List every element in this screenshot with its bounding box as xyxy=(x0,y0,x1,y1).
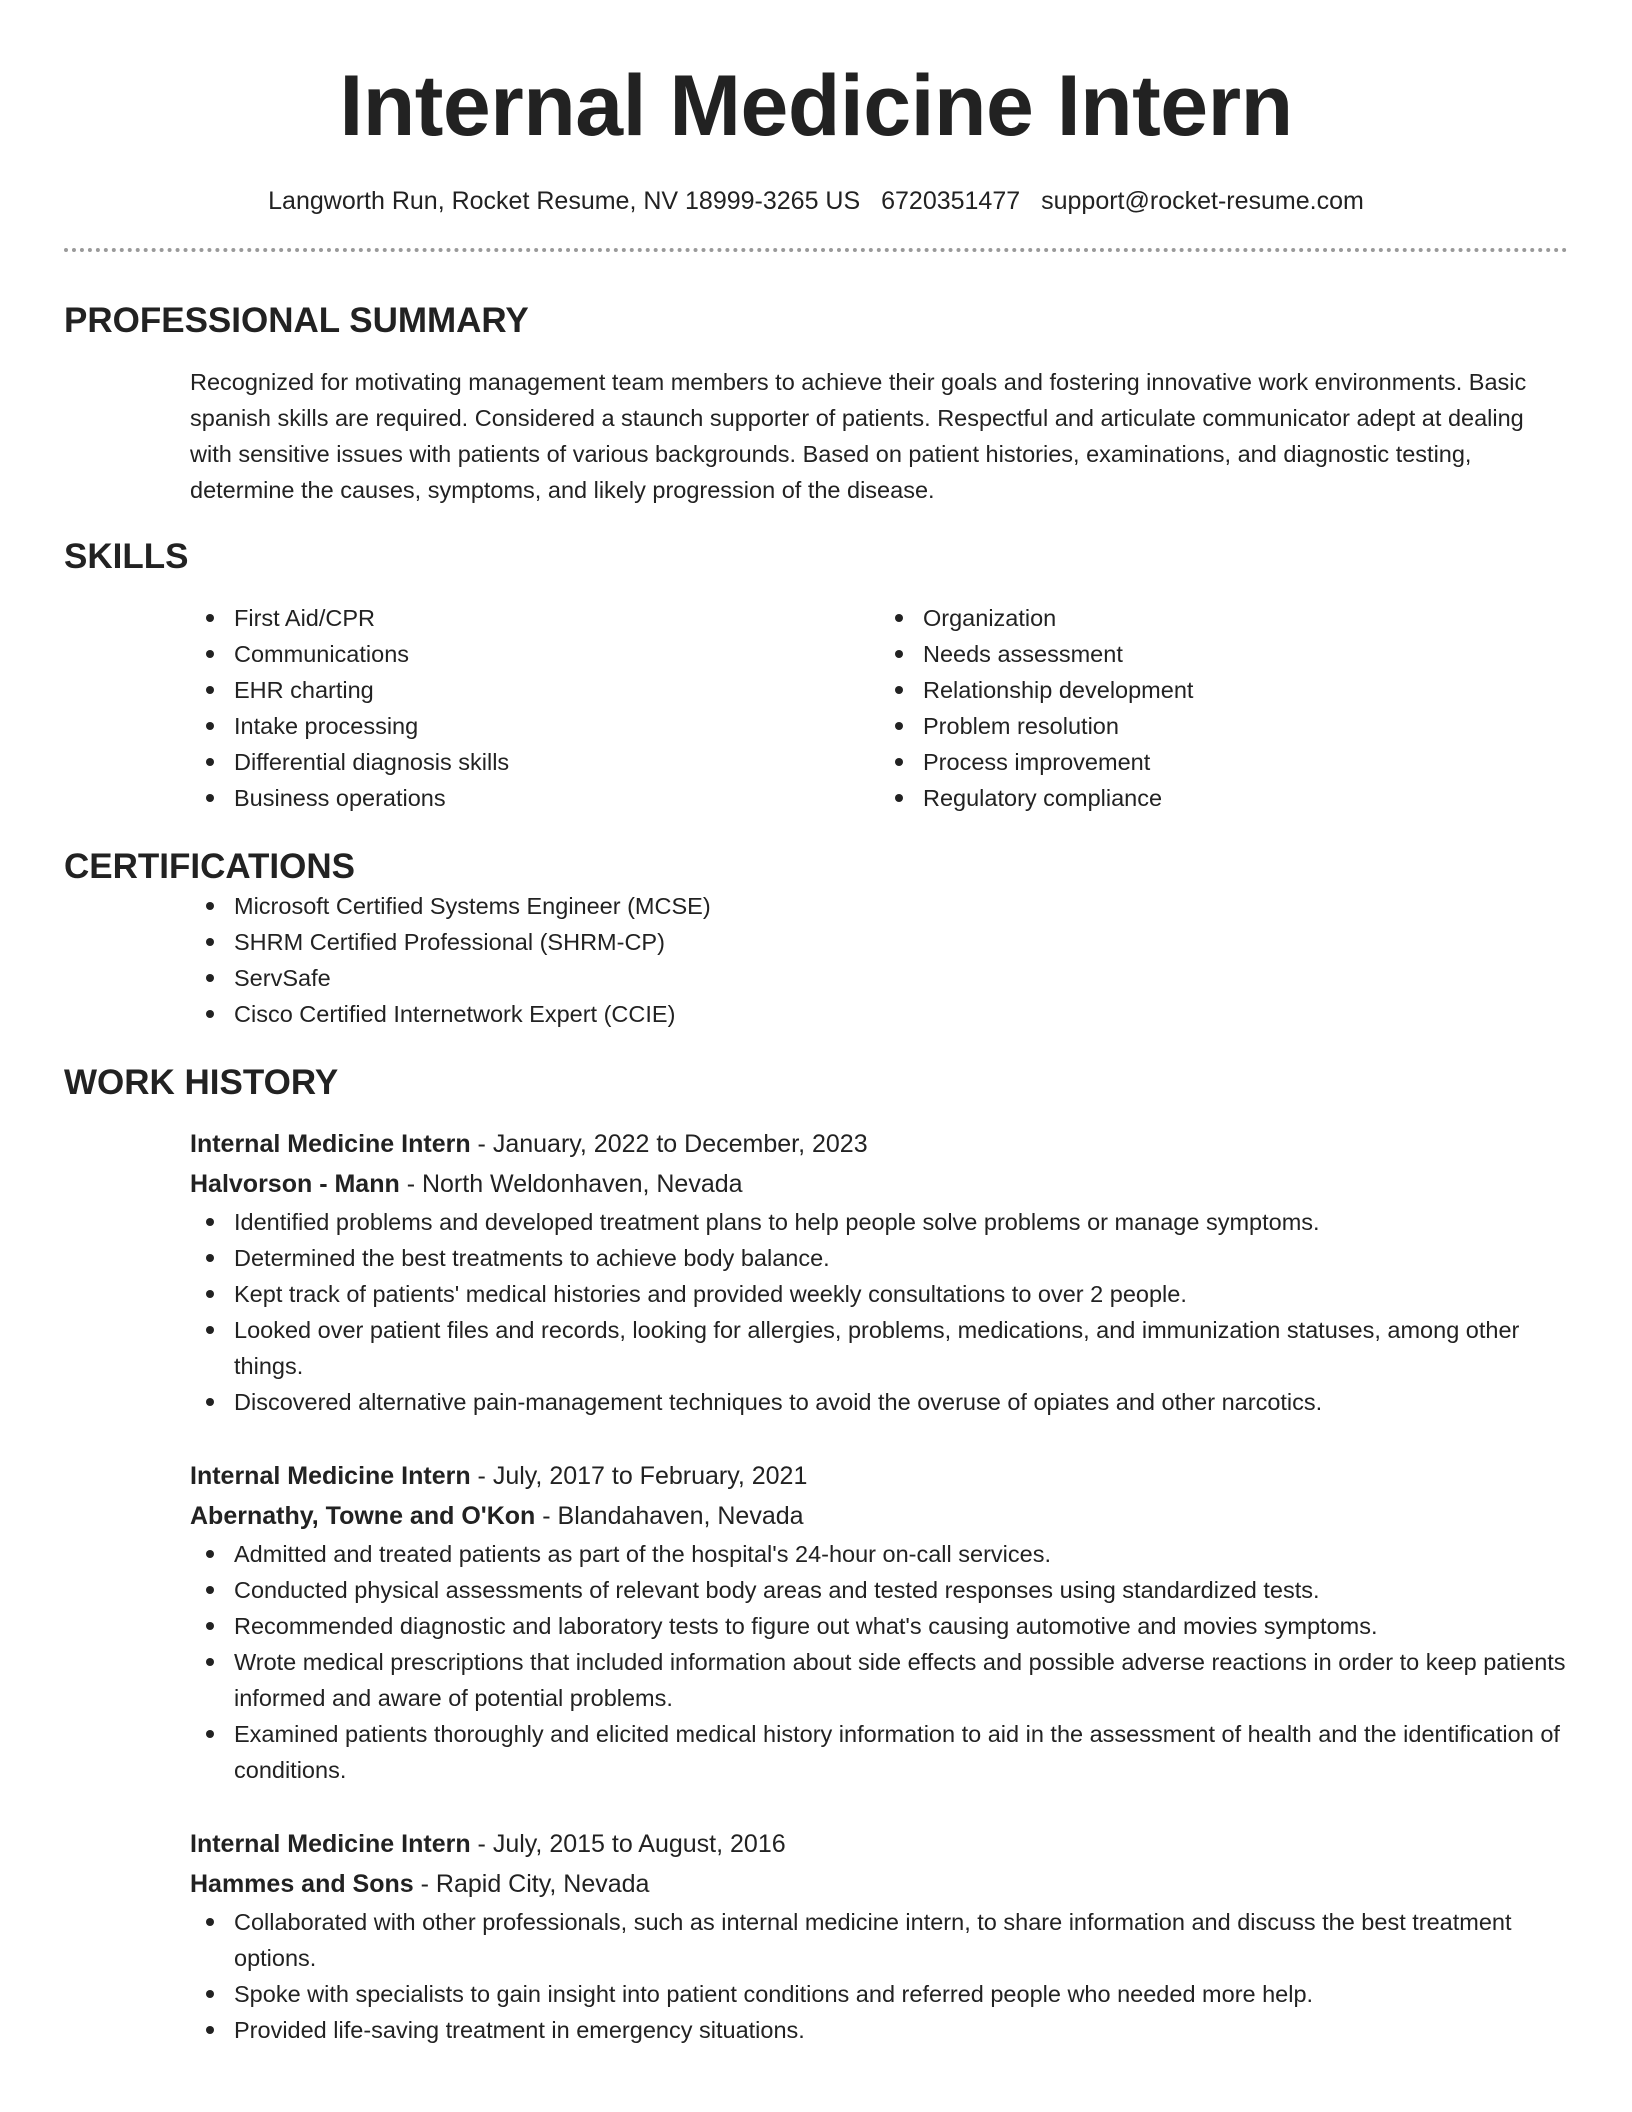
job-location: - Rapid City, Nevada xyxy=(413,1870,650,1898)
job-entry xyxy=(190,1456,1568,1788)
job-duties-list xyxy=(190,1204,1568,1420)
skill-item: Business operations xyxy=(234,780,879,816)
job-duty: Identified problems and developed treatment plans to help people solve problems or manage symptoms. xyxy=(234,1204,1568,1240)
job-duties-list xyxy=(190,1536,1568,1788)
job-title: Internal Medicine Intern xyxy=(190,1130,471,1158)
certification-item: ServSafe xyxy=(234,960,1568,996)
job-duty: Recommended diagnostic and laboratory tests to figure out what's causing automotive and movies symptoms. xyxy=(234,1608,1568,1644)
skill-item: Process improvement xyxy=(923,744,1568,780)
job-duty: Provided life-saving treatment in emergency situations. xyxy=(234,2012,1568,2048)
skill-item: Communications xyxy=(234,636,879,672)
job-company: Hammes and Sons xyxy=(190,1870,414,1898)
job-entry xyxy=(190,1824,1568,2048)
job-title-line xyxy=(190,1456,1568,1496)
certifications-list xyxy=(190,888,1568,1032)
job-duty: Collaborated with other professionals, such as internal medicine intern, to share information and discuss the best treatment options. xyxy=(234,1904,1568,1976)
job-title-line xyxy=(190,1124,1568,1164)
skills-heading: SKILLS xyxy=(64,537,189,576)
job-location: - Blandahaven, Nevada xyxy=(535,1502,804,1530)
job-dates: - January, 2022 to December, 2023 xyxy=(470,1130,868,1158)
job-duty: Discovered alternative pain-management techniques to avoid the overuse of opiates and other narcotics. xyxy=(234,1384,1568,1420)
job-duty: Conducted physical assessments of relevant body areas and tested responses using standardized tests. xyxy=(234,1572,1568,1608)
skill-item: EHR charting xyxy=(234,672,879,708)
skill-item: Organization xyxy=(923,600,1568,636)
contact-address: Langworth Run, Rocket Resume, NV 18999-3265 US xyxy=(268,187,861,215)
work-history-heading: WORK HISTORY xyxy=(64,1063,339,1102)
job-title: Internal Medicine Intern xyxy=(190,1462,471,1490)
job-duty: Wrote medical prescriptions that included information about side effects and possible adverse reactions in order to keep patients informed and aware of potential problems. xyxy=(234,1644,1568,1716)
job-company-line xyxy=(190,1864,1568,1904)
job-dates: - July, 2017 to February, 2021 xyxy=(470,1462,808,1490)
skills-grid xyxy=(190,600,1568,816)
skill-item: Regulatory compliance xyxy=(923,780,1568,816)
summary-heading: PROFESSIONAL SUMMARY xyxy=(64,301,529,340)
job-duty: Admitted and treated patients as part of the hospital's 24-hour on-call services. xyxy=(234,1536,1568,1572)
skill-item: Differential diagnosis skills xyxy=(234,744,879,780)
skill-item: Relationship development xyxy=(923,672,1568,708)
job-title-line xyxy=(190,1824,1568,1864)
job-title: Internal Medicine Intern xyxy=(190,1830,471,1858)
job-location: - North Weldonhaven, Nevada xyxy=(399,1170,743,1198)
job-company-line xyxy=(190,1164,1568,1204)
header-divider xyxy=(64,248,1568,252)
candidate-name: Internal Medicine Intern xyxy=(339,58,1293,154)
job-company: Abernathy, Towne and O'Kon xyxy=(190,1502,536,1530)
job-duty: Kept track of patients' medical histories and provided weekly consultations to over 2 people. xyxy=(234,1276,1568,1312)
job-duty: Looked over patient files and records, looking for allergies, problems, medications, and immunization statuses, among other things. xyxy=(234,1312,1568,1384)
skill-item: Problem resolution xyxy=(923,708,1568,744)
job-company-line xyxy=(190,1496,1568,1536)
skill-item: Intake processing xyxy=(234,708,879,744)
contact-line xyxy=(64,184,1568,218)
job-entry xyxy=(190,1124,1568,1420)
contact-email: support@rocket-resume.com xyxy=(1041,187,1364,215)
certifications-heading: CERTIFICATIONS xyxy=(64,847,356,886)
job-duty: Determined the best treatments to achieve body balance. xyxy=(234,1240,1568,1276)
job-dates: - July, 2015 to August, 2016 xyxy=(470,1830,786,1858)
contact-phone: 6720351477 xyxy=(881,187,1021,215)
certification-item: Microsoft Certified Systems Engineer (MCSE) xyxy=(234,888,1568,924)
job-duty: Examined patients thoroughly and elicited medical history information to aid in the assessment of health and the identification of conditions. xyxy=(234,1716,1568,1788)
job-duties-list xyxy=(190,1904,1568,2048)
job-duty: Spoke with specialists to gain insight into patient conditions and referred people who needed more help. xyxy=(234,1976,1568,2012)
skill-item: First Aid/CPR xyxy=(234,600,879,636)
skill-item: Needs assessment xyxy=(923,636,1568,672)
skills-list-left xyxy=(190,600,879,816)
skills-list-right xyxy=(879,600,1568,816)
certification-item: SHRM Certified Professional (SHRM-CP) xyxy=(234,924,1568,960)
summary-text: Recognized for motivating management team members to achieve their goals and fostering innovative work environments. Basic spanish skills are required. Considered a staunch supporter of patients. Respectful and articulate communicator adept at dealing with sensitive issues with patients of various backgrounds. Based on patient histories, examinations, and diagnostic testing, determine the causes, symptoms, and likely progression of the disease. xyxy=(190,369,1527,503)
job-company: Halvorson - Mann xyxy=(190,1170,400,1198)
certification-item: Cisco Certified Internetwork Expert (CCIE) xyxy=(234,996,1568,1032)
